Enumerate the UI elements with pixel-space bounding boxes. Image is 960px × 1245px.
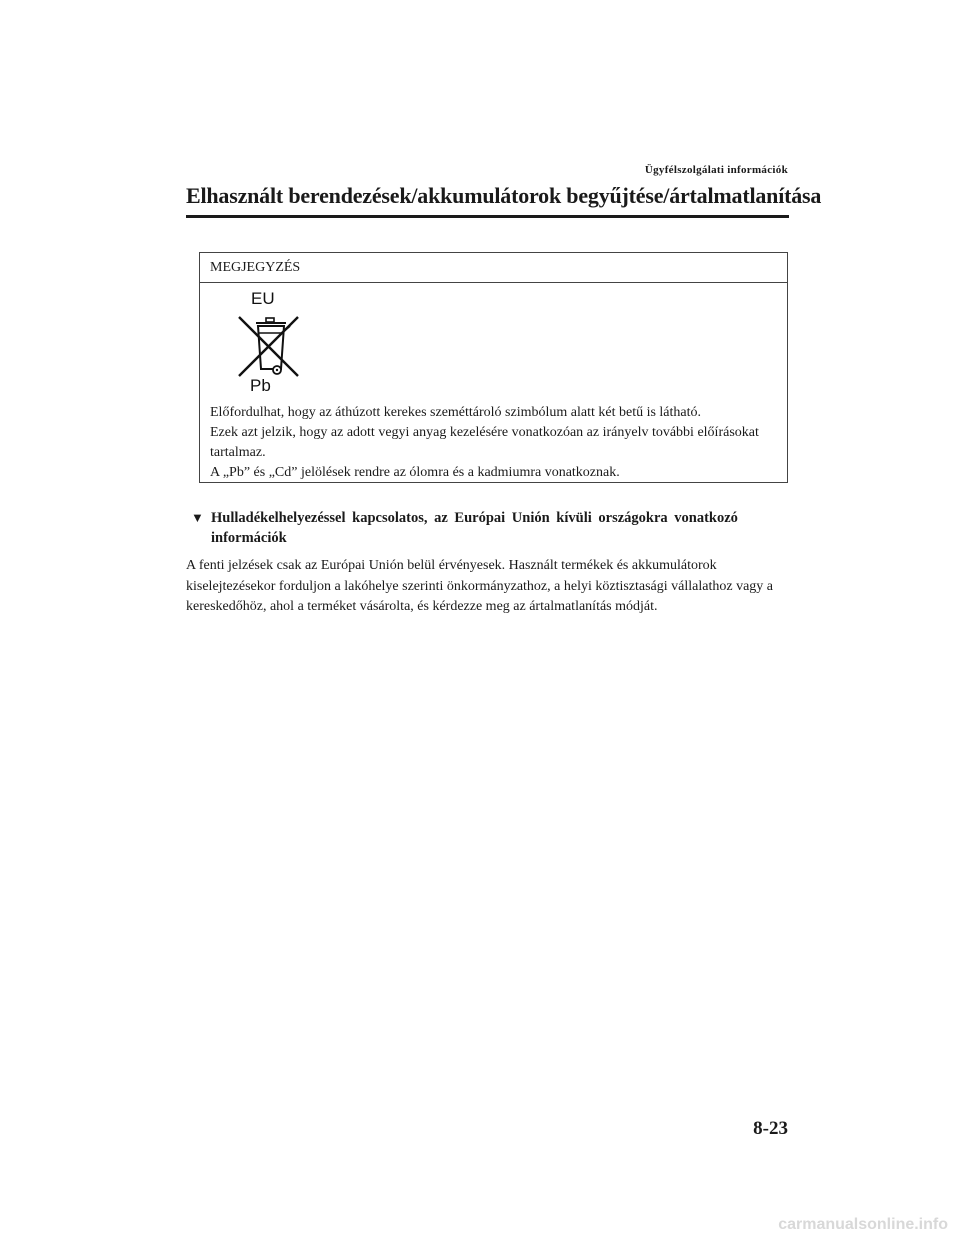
symbol-eu-label: EU bbox=[251, 289, 275, 308]
note-text bbox=[210, 403, 779, 483]
note-box bbox=[199, 252, 788, 483]
note-line: Előfordulhat, hogy az áthúzott kerekes szeméttároló szimbólum alatt két betű is látható. bbox=[210, 405, 702, 420]
note-heading: MEGJEGYZÉS bbox=[200, 253, 787, 283]
page-title: Elhasznált berendezések/akkumulátorok begyűjtése/ártalmatlanítása bbox=[186, 183, 822, 208]
symbol-pb-label: Pb bbox=[250, 376, 271, 395]
section-body: A fenti jelzések csak az Európai Unión belül érvényesek. Használt termékek és akkumulátorok kiselejtezésekor forduljon a lakóhelye szerinti önkormányzathoz, a helyi köztisztasági vállalathoz vagy a kereskedőhöz, ahol a terméket vásárolta, és kérdezze meg az ártalmatlanítás módját. bbox=[186, 558, 774, 614]
watermark: carmanualsonline.info bbox=[778, 1216, 948, 1233]
section-marker-icon: ▼ bbox=[191, 510, 204, 525]
section-heading-text: Hulladékelhelyezéssel kapcsolatos, az Európai Unión kívüli országokra vonatkozó információk bbox=[211, 510, 738, 546]
page-number: 8-23 bbox=[753, 1118, 788, 1139]
note-line: A „Pb” és „Cd” jelölések rendre az ólomra és a kadmiumra vonatkoznak. bbox=[210, 465, 620, 480]
section-label: Ügyfélszolgálati információk bbox=[644, 164, 788, 176]
section-heading bbox=[191, 508, 771, 548]
title-rule bbox=[186, 215, 789, 218]
note-line: Ezek azt jelzik, hogy az adott vegyi anyag kezelésére vonatkozóan az irányelv további előírásokat tartalmaz. bbox=[210, 425, 759, 460]
